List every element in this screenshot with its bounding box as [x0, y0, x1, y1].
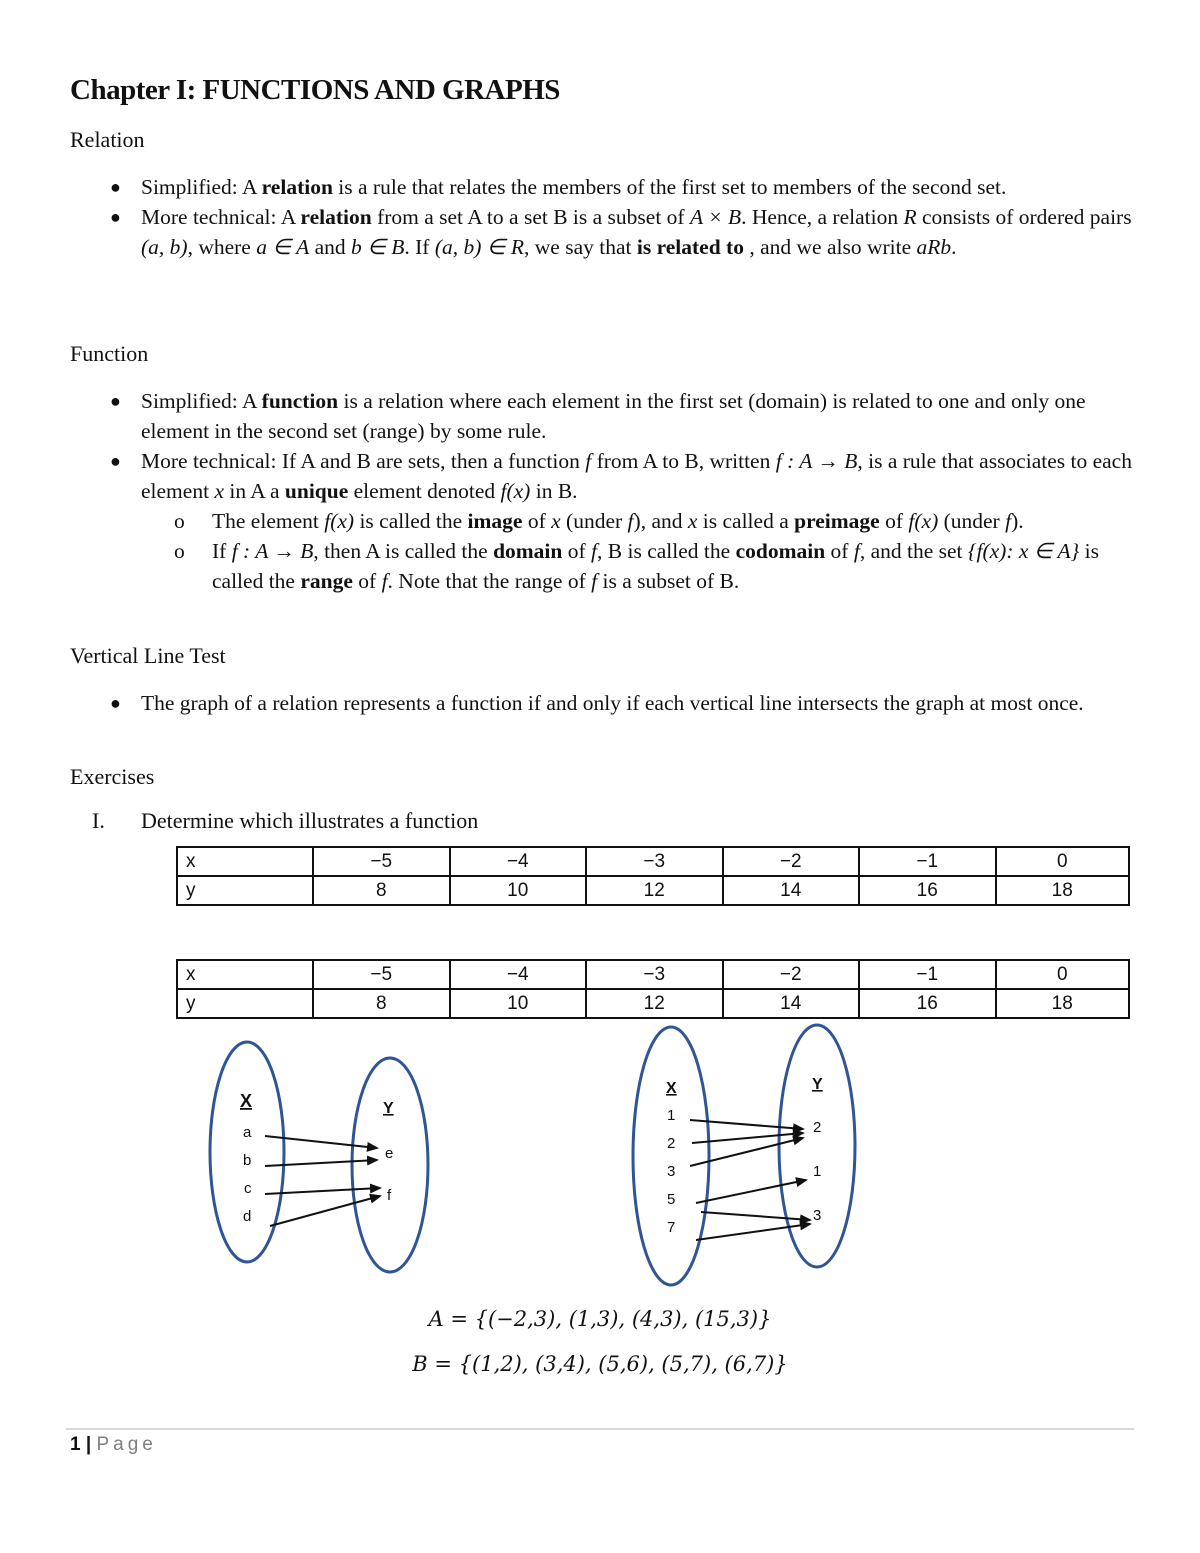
table-cell: y: [177, 876, 313, 905]
table-cell: 12: [586, 876, 723, 905]
footer-divider: [66, 1428, 1134, 1430]
term-function: function: [261, 389, 339, 413]
domain-label: X: [666, 1080, 677, 1097]
domain-element: 1: [667, 1107, 676, 1124]
term-unique: unique: [284, 479, 349, 503]
term-codomain: codomain: [735, 539, 826, 563]
table-cell: −4: [450, 960, 587, 989]
heading-exercises: Exercises: [70, 764, 155, 789]
table-cell: −1: [859, 960, 996, 989]
function-bullet-technical: ● More technical: If A and B are sets, then a function f from A to B, written f : A → B, is a rule that associates to each element x in A a unique element denoted f(x) in B.: [70, 446, 1140, 506]
function-bullet-simplified: ● Simplified: A function is a relation where each element in the first set (domain) is related to one and only one element in the second set (range) by some rule.: [70, 386, 1140, 446]
bullet-icon: ●: [110, 391, 121, 411]
heading-function: Function: [70, 341, 149, 366]
table-cell: −2: [723, 960, 860, 989]
footer-separator: |: [85, 1434, 92, 1455]
term-relation: relation: [261, 175, 333, 199]
term-domain: domain: [493, 539, 563, 563]
set-b: B = {(1,2), (3,4), (5,6), (5,7), (6,7)}: [412, 1352, 788, 1376]
term-image: image: [467, 509, 523, 533]
table-cell: 16: [859, 989, 996, 1018]
mapping-arrow: [701, 1212, 810, 1220]
table-cell: 10: [450, 989, 587, 1018]
term-relation: relation: [300, 205, 372, 229]
domain-element: 5: [667, 1191, 676, 1208]
table-cell: 18: [996, 989, 1130, 1018]
table-cell: x: [177, 960, 313, 989]
heading-relation: Relation: [70, 127, 145, 152]
mapping-arrow: [270, 1196, 380, 1226]
domain-ellipse: [633, 1027, 709, 1285]
table-cell: −3: [586, 847, 723, 876]
relation-bullet-simplified: ● Simplified: A relation is a rule that relates the members of the first set to members of the second set.: [70, 172, 1140, 202]
bullet-icon: ●: [110, 177, 121, 197]
table-cell: −1: [859, 847, 996, 876]
codomain-label: Y: [383, 1100, 394, 1117]
circle-bullet-icon: o: [174, 539, 185, 563]
codomain-element: 2: [813, 1119, 822, 1136]
relation-bullet-technical: ● More technical: A relation from a set A to a set B is a subset of A × B. Hence, a relation R consists of ordered pairs (a, b), where a ∈ A and b ∈ B. If (a, b) ∈ R, we say that is related to , and we also write aRb.: [70, 202, 1140, 262]
codomain-element: 1: [813, 1163, 822, 1180]
table-cell: −5: [313, 960, 450, 989]
vlt-bullet: ● The graph of a relation represents a function if and only if each vertical line intersects the graph at most once.: [70, 688, 1140, 718]
codomain-element: f: [387, 1187, 392, 1204]
set-a: A = {(−2,3), (1,3), (4,3), (15,3)}: [428, 1307, 772, 1331]
table-cell: 14: [723, 989, 860, 1018]
page-number: 1: [70, 1434, 81, 1455]
domain-element: c: [244, 1180, 252, 1197]
codomain-element: 3: [813, 1207, 822, 1224]
domain-element: 2: [667, 1135, 676, 1152]
table-cell: 0: [996, 960, 1130, 989]
table-cell: 8: [313, 989, 450, 1018]
function-subbullet-domain: o If f : A → B, then A is called the domain of f, B is called the codomain of f, and the set {f(x): x ∈ A} is called the range of f. Note that the range of f is a subset of B.: [70, 536, 1140, 596]
domain-element: 3: [667, 1163, 676, 1180]
term-range: range: [300, 569, 353, 593]
bullet-icon: ●: [110, 207, 121, 227]
exercise-number: I.: [92, 808, 105, 833]
domain-element: 7: [667, 1219, 676, 1236]
table-cell: 14: [723, 876, 860, 905]
table-cell: y: [177, 989, 313, 1018]
table-cell: 8: [313, 876, 450, 905]
term-preimage: preimage: [794, 509, 880, 533]
table-cell: x: [177, 847, 313, 876]
mapping-arrow: [696, 1180, 806, 1203]
domain-element: d: [243, 1208, 252, 1225]
mapping-arrow: [265, 1136, 377, 1148]
bullet-icon: ●: [110, 451, 121, 471]
table-cell: 10: [450, 876, 587, 905]
codomain-ellipse: [779, 1025, 855, 1267]
page-word: Page: [96, 1434, 157, 1455]
function-subbullet-image: o The element f(x) is called the image of x (under f), and x is called a preimage of f(x) (under f).: [70, 506, 1140, 536]
domain-element: b: [243, 1152, 252, 1169]
bullet-icon: ●: [110, 693, 121, 713]
mapping-arrow: [265, 1160, 377, 1166]
exercise-instruction: Determine which illustrates a function: [141, 808, 479, 833]
table-cell: 18: [996, 876, 1130, 905]
page-title: Chapter I: FUNCTIONS AND GRAPHS: [70, 74, 560, 106]
table-cell: 0: [996, 847, 1130, 876]
term-is-related-to: is related to: [636, 235, 744, 259]
table-cell: −4: [450, 847, 587, 876]
table-cell: 16: [859, 876, 996, 905]
codomain-label: Y: [812, 1076, 823, 1093]
table-cell: −5: [313, 847, 450, 876]
page-footer: [70, 1434, 157, 1456]
table-cell: −2: [723, 847, 860, 876]
table-cell: −3: [586, 960, 723, 989]
codomain-element: e: [385, 1145, 394, 1162]
domain-element: a: [243, 1124, 252, 1141]
domain-label: X: [240, 1091, 253, 1111]
codomain-ellipse: [352, 1058, 428, 1272]
circle-bullet-icon: o: [174, 509, 185, 533]
heading-vertical-line-test: Vertical Line Test: [70, 643, 226, 668]
table-cell: 12: [586, 989, 723, 1018]
